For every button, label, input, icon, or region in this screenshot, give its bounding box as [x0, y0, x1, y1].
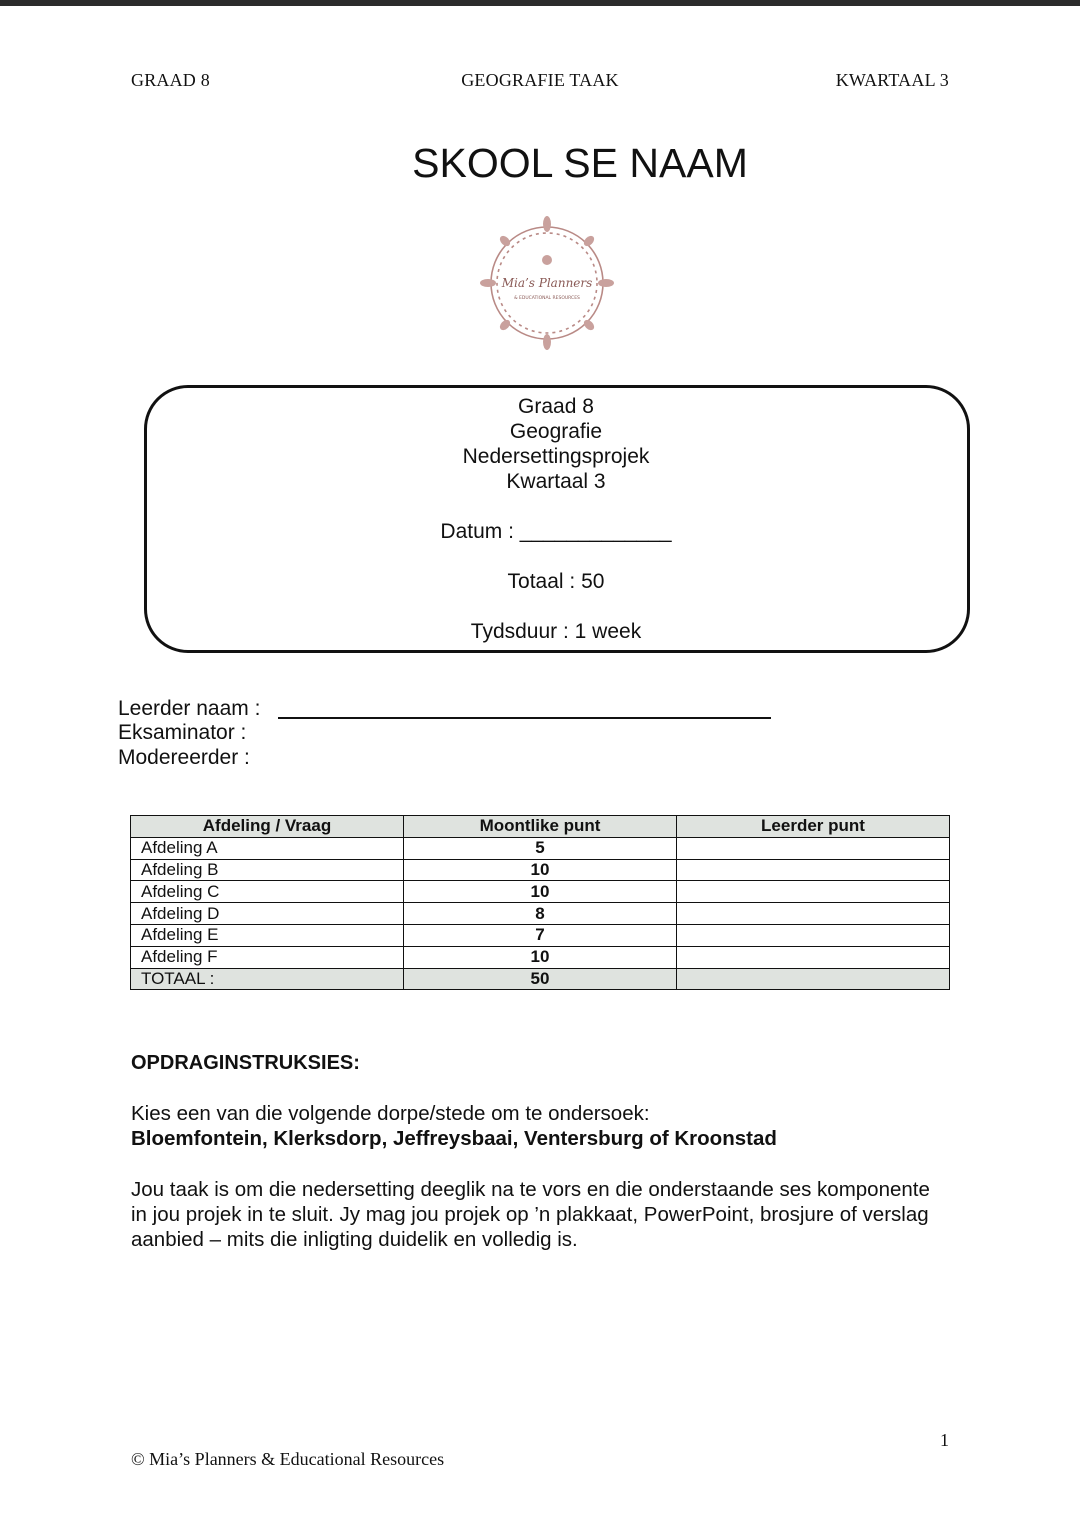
info-duration: Tydsduur : 1 week: [470, 620, 642, 643]
section-cell: Afdeling B: [131, 859, 404, 881]
instructions-towns: Bloemfontein, Klerksdorp, Jeffreysbaai, Ventersburg of Kroonstad: [131, 1127, 777, 1150]
table-row: [131, 946, 950, 968]
possible-points-cell: 10: [404, 881, 677, 903]
table-row: [131, 859, 950, 881]
project-info-box: [144, 385, 970, 653]
table-row: [131, 903, 950, 925]
learner-points-cell[interactable]: [677, 946, 950, 968]
learner-name-line[interactable]: [278, 717, 771, 719]
section-cell: Afdeling A: [131, 837, 404, 859]
table-row: [131, 837, 950, 859]
instructions-choose: Kies een van die volgende dorpe/stede om te ondersoek:: [131, 1102, 650, 1125]
school-name: SKOOL SE NAAM: [412, 140, 748, 186]
moderator-label: Modereerder :: [118, 746, 250, 769]
col-header-possible: Moontlike punt: [404, 816, 677, 838]
mias-planners-logo: [478, 214, 616, 352]
score-table: [130, 815, 950, 990]
possible-points-cell: 8: [404, 903, 677, 925]
section-cell: Afdeling F: [131, 946, 404, 968]
possible-points-cell: 10: [404, 859, 677, 881]
col-header-section: Afdeling / Vraag: [131, 816, 404, 838]
total-points-cell: 50: [404, 968, 677, 990]
info-term: Kwartaal 3: [506, 470, 606, 493]
svg-text:& EDUCATIONAL RESOURCES: & EDUCATIONAL RESOURCES: [514, 296, 580, 301]
info-date: Datum : _____________: [440, 520, 672, 543]
possible-points-cell: 5: [404, 837, 677, 859]
learner-name-label: Leerder naam :: [118, 697, 261, 720]
page-number: 1: [940, 1430, 949, 1450]
instructions-title: OPDRAGINSTRUKSIES:: [131, 1052, 360, 1074]
table-total-row: [131, 968, 950, 990]
learner-points-cell[interactable]: [677, 903, 950, 925]
col-header-learner: Leerder punt: [677, 816, 950, 838]
total-learner-cell[interactable]: [677, 968, 950, 990]
learner-points-cell[interactable]: [677, 924, 950, 946]
top-border: [0, 0, 1080, 6]
learner-points-cell[interactable]: [677, 859, 950, 881]
header-subject: GEOGRAFIE TAAK: [461, 70, 619, 90]
info-project: Nedersettingsprojek: [462, 445, 650, 468]
header-term: KWARTAAL 3: [835, 70, 949, 90]
section-cell: Afdeling C: [131, 881, 404, 903]
total-label-cell: TOTAAL :: [131, 968, 404, 990]
section-cell: Afdeling D: [131, 903, 404, 925]
info-grade: Graad 8: [518, 395, 594, 418]
learner-points-cell[interactable]: [677, 881, 950, 903]
table-header-row: [131, 816, 950, 838]
table-row: [131, 881, 950, 903]
possible-points-cell: 7: [404, 924, 677, 946]
section-cell: Afdeling E: [131, 924, 404, 946]
svg-text:Mia’s Planners: Mia’s Planners: [501, 276, 593, 290]
table-row: [131, 924, 950, 946]
copyright-footer: © Mia’s Planners & Educational Resources: [131, 1449, 445, 1469]
header-grade: GRAAD 8: [131, 70, 210, 90]
examiner-label: Eksaminator :: [118, 721, 247, 744]
info-total: Totaal : 50: [507, 570, 605, 593]
possible-points-cell: 10: [404, 946, 677, 968]
learner-points-cell[interactable]: [677, 837, 950, 859]
instructions-task: Jou taak is om die nedersetting deeglik na te vors en die onderstaande ses komponente in jou projek in te sluit. Jy mag jou projek op ’n plakkaat, PowerPoint, brosjure of verslag aanbied – mits die inligting duidelik en volledig is.: [131, 1178, 930, 1251]
info-subject: Geografie: [509, 420, 603, 443]
